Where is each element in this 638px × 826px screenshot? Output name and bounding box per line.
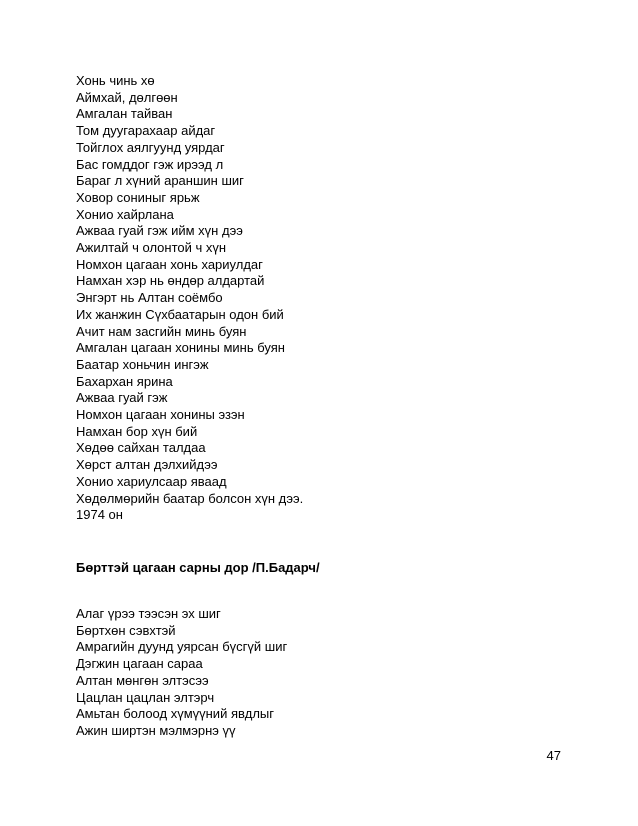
poem-line: Бөртхөн сэвхтэй xyxy=(76,622,176,638)
poem-line: Хөрст алтан дэлхийдээ xyxy=(76,457,218,473)
poem-line: Амрагийн дуунд уярсан бүсгүй шиг xyxy=(76,639,288,655)
poem-stanza-2 xyxy=(76,606,287,740)
poem-line: Амьтан болоод хүмүүний явдлыг xyxy=(76,706,274,722)
poem-line: Хөдөө сайхан талдаа xyxy=(76,440,206,456)
poem-line: Бас гомддог гэж ирээд л xyxy=(76,156,224,172)
poem-line: Том дуугарахаар айдаг xyxy=(76,123,216,139)
poem-stanza-1 xyxy=(76,73,303,524)
poem-line: Ажваа гуай гэж ийм хүн дээ xyxy=(76,223,243,239)
poem-line: Тойглох аялгуунд уярдаг xyxy=(76,139,225,155)
poem-line: Бахархан ярина xyxy=(76,373,173,389)
poem-line: Их жанжин Сүхбаатарын одон бий xyxy=(76,306,284,322)
poem-line: Номхон цагаан хонь хариулдаг xyxy=(76,256,263,272)
poem-line: Аймхай, дөлгөөн xyxy=(76,89,178,105)
poem-line: Ажилтай ч олонтой ч хүн xyxy=(76,240,227,256)
poem-line: Цацлан цацлан элтэрч xyxy=(76,689,215,705)
poem-line: Хонь чинь хө xyxy=(76,73,155,88)
poem-line: Амгалан цагаан хонины минь буян xyxy=(76,340,285,356)
poem-title: Бөрттэй цагаан сарны дор /П.Бадарч/ xyxy=(76,560,320,575)
poem-line: Ховор сониныг ярьж xyxy=(76,189,200,205)
page-number: 47 xyxy=(546,748,561,763)
poem-line: Хонио хайрлана xyxy=(76,206,174,222)
poem-line: Хөдөлмөрийн баатар болсон хүн дээ. xyxy=(76,490,304,506)
poem-line: Баатар хоньчин ингэж xyxy=(76,356,209,372)
poem-line: Энгэрт нь Алтан соёмбо xyxy=(76,290,223,306)
poem-line: Намхан бор хүн бий xyxy=(76,423,198,439)
poem-line: Алаг үрээ тээсэн эх шиг xyxy=(76,606,221,621)
poem-line: Ажваа гуай гэж xyxy=(76,390,168,406)
poem-line: Намхан хэр нь өндөр алдартай xyxy=(76,273,265,289)
poem-line: Амгалан тайван xyxy=(76,106,173,122)
poem-line: Номхон цагаан хонины эзэн xyxy=(76,407,245,423)
poem-date: 1974 он xyxy=(76,507,123,523)
poem-line: Дэгжин цагаан сараа xyxy=(76,656,203,672)
poem-line: Алтан мөнгөн элтэсээ xyxy=(76,672,209,688)
poem-line: Ажин ширтэн мэлмэрнэ үү xyxy=(76,722,236,738)
poem-line: Ачит нам засгийн минь буян xyxy=(76,323,247,339)
poem-line: Хонио хариулсаар яваад xyxy=(76,473,227,489)
poem-line: Бараг л хүний араншин шиг xyxy=(76,173,244,189)
